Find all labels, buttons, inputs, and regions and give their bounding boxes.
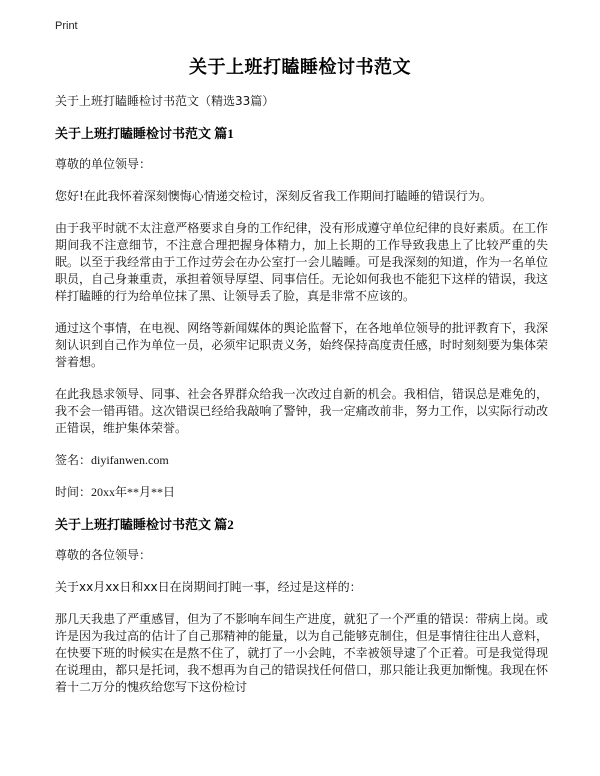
section-heading: 关于上班打瞌睡检讨书范文 篇2 [55,517,234,532]
section-heading: 关于上班打瞌睡检讨书范文 篇1 [55,126,234,141]
signature-line [55,452,548,469]
signature-value: diyifanwen.com [91,453,169,467]
paragraph: 那几天我患了严重感冒，但为了不影响车间生产进度，就犯了一个严重的错误：带病上岗。或许是因为我过高的估计了自己那精神的能量，以为自己能够克制住，但是事情往往出人意料，在快要下班的时候实在是熬不住了，就打了一小会盹，不幸被领导逮了个正着。可是我觉得现在说理由，都只是托词，我不想再为自己的错误找任何借口，那只能让我更加惭愧。我现在怀着十二万分的愧疚给您写下这份检讨 [55,612,548,694]
date-line [55,484,548,501]
salutation: 尊敬的单位领导： [55,157,152,171]
paragraph: 通过这个事情，在电视、网络等新闻媒体的舆论监督下，在各地单位领导的批评教育下，我深刻认识到自己作为单位一员，必须牢记职责义务，始终保持高度责任感，时时刻刻要为集体荣誉着想。 [55,321,548,369]
section-1 [55,125,548,501]
salutation: 尊敬的各位领导： [55,548,152,562]
paragraph: 由于我平时就不太注意严格要求自身的工作纪律，没有形成遵守单位纪律的良好素质。在工作期间我不注意细节，不注意合理把握身体精力，加上长期的工作导致我患上了比较严重的失眠。以至于我经常由于工作过劳会在办公室打一会儿瞌睡。可是我深刻的知道，作为一名单位职员，自己身兼重责，承担着领导厚望、同事信任。无论如何我也不能犯下这样的错误，我这样打瞌睡的行为给单位抹了黑、让领导丢了脸，真是非常不应该的。 [55,221,548,303]
signature-label: 签名： [55,453,92,467]
date-value: 20xx年**月**日 [91,485,176,499]
page-title: 关于上班打瞌睡检讨书范文 [189,57,411,77]
paragraph: 您好!在此我怀着深刻懊悔心情递交检讨，深刻反省我工作期间打瞌睡的错误行为。 [55,189,492,203]
date-label: 时间： [55,485,92,499]
print-link[interactable]: Print [55,20,78,32]
document-subtitle: 关于上班打瞌睡检讨书范文（精选33篇） [55,94,275,108]
paragraph: 关于xx月xx日和xx日在岗期间打盹一事，经过是这样的： [55,580,362,594]
document-body [55,92,548,711]
paragraph: 在此我恳求领导、同事、社会各界群众给我一次改过自新的机会。我相信，错误总是难免的，我不会一错再错。这次错误已经给我敲响了警钟，我一定痛改前非，努力工作，以实际行动改正错误，维护集体荣誉。 [55,387,548,435]
section-2 [55,516,548,696]
